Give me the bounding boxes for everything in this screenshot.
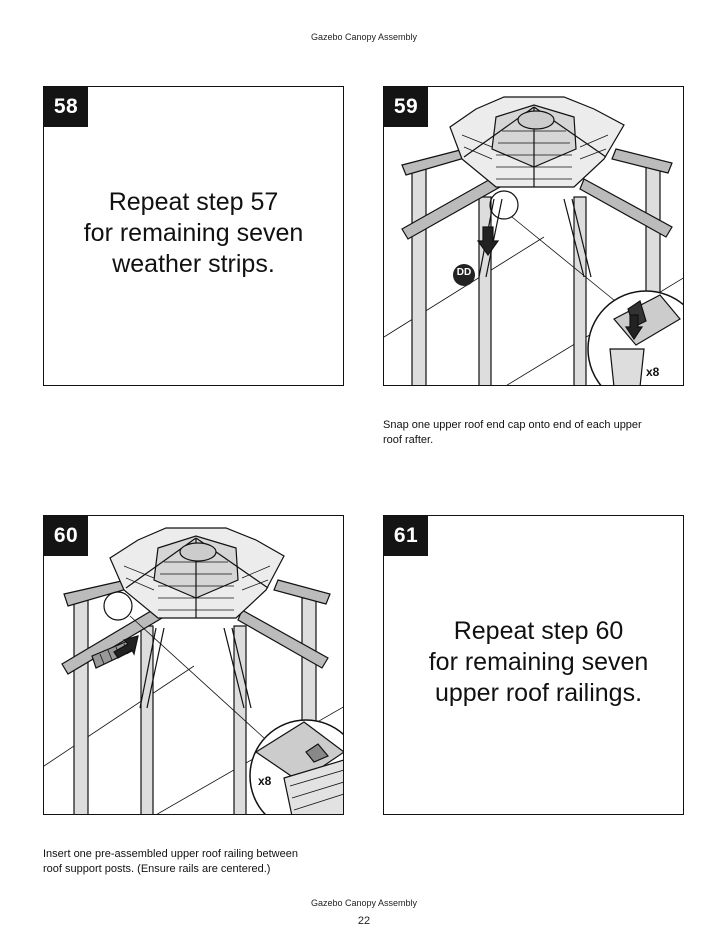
step-61-panel [383, 515, 684, 815]
instruction-line: Repeat step 60 [453, 617, 624, 645]
instruction-line: upper roof railings. [434, 679, 643, 707]
instruction-line: Repeat step 57 [108, 188, 279, 216]
step-number-badge: 59 [384, 87, 428, 127]
step-number-badge: 58 [44, 87, 88, 127]
step-59-caption [383, 418, 693, 448]
step-60-illustration [44, 516, 344, 815]
header-title: Gazebo Canopy Assembly [310, 32, 418, 42]
caption-line: Insert one pre-assembled upper roof railing between [43, 848, 298, 860]
instruction-line: for remaining seven [83, 219, 304, 247]
caption-line: Snap one upper roof end cap onto end of each upper [383, 419, 642, 431]
step-58-instruction [44, 187, 343, 280]
step-60-caption [43, 847, 363, 877]
step-61-instruction [394, 616, 683, 709]
step-59-illustration [384, 87, 684, 386]
step-58-panel [43, 86, 344, 386]
quantity-callout: x8 [646, 365, 660, 379]
step-number-badge: 61 [384, 516, 428, 556]
footer-title: Gazebo Canopy Assembly [310, 898, 418, 908]
instruction-line: weather strips. [112, 250, 275, 278]
part-callout-dd: DD [456, 267, 472, 278]
caption-line: roof rafter. [383, 434, 434, 446]
caption-line: roof support posts. (Ensure rails are centered.) [43, 863, 271, 875]
step-60-panel [43, 515, 344, 815]
quantity-callout: x8 [258, 774, 272, 788]
step-59-panel [383, 86, 684, 386]
page-number: 22 [357, 915, 371, 927]
step-number-badge: 60 [44, 516, 88, 556]
instruction-line: for remaining seven [428, 648, 649, 676]
